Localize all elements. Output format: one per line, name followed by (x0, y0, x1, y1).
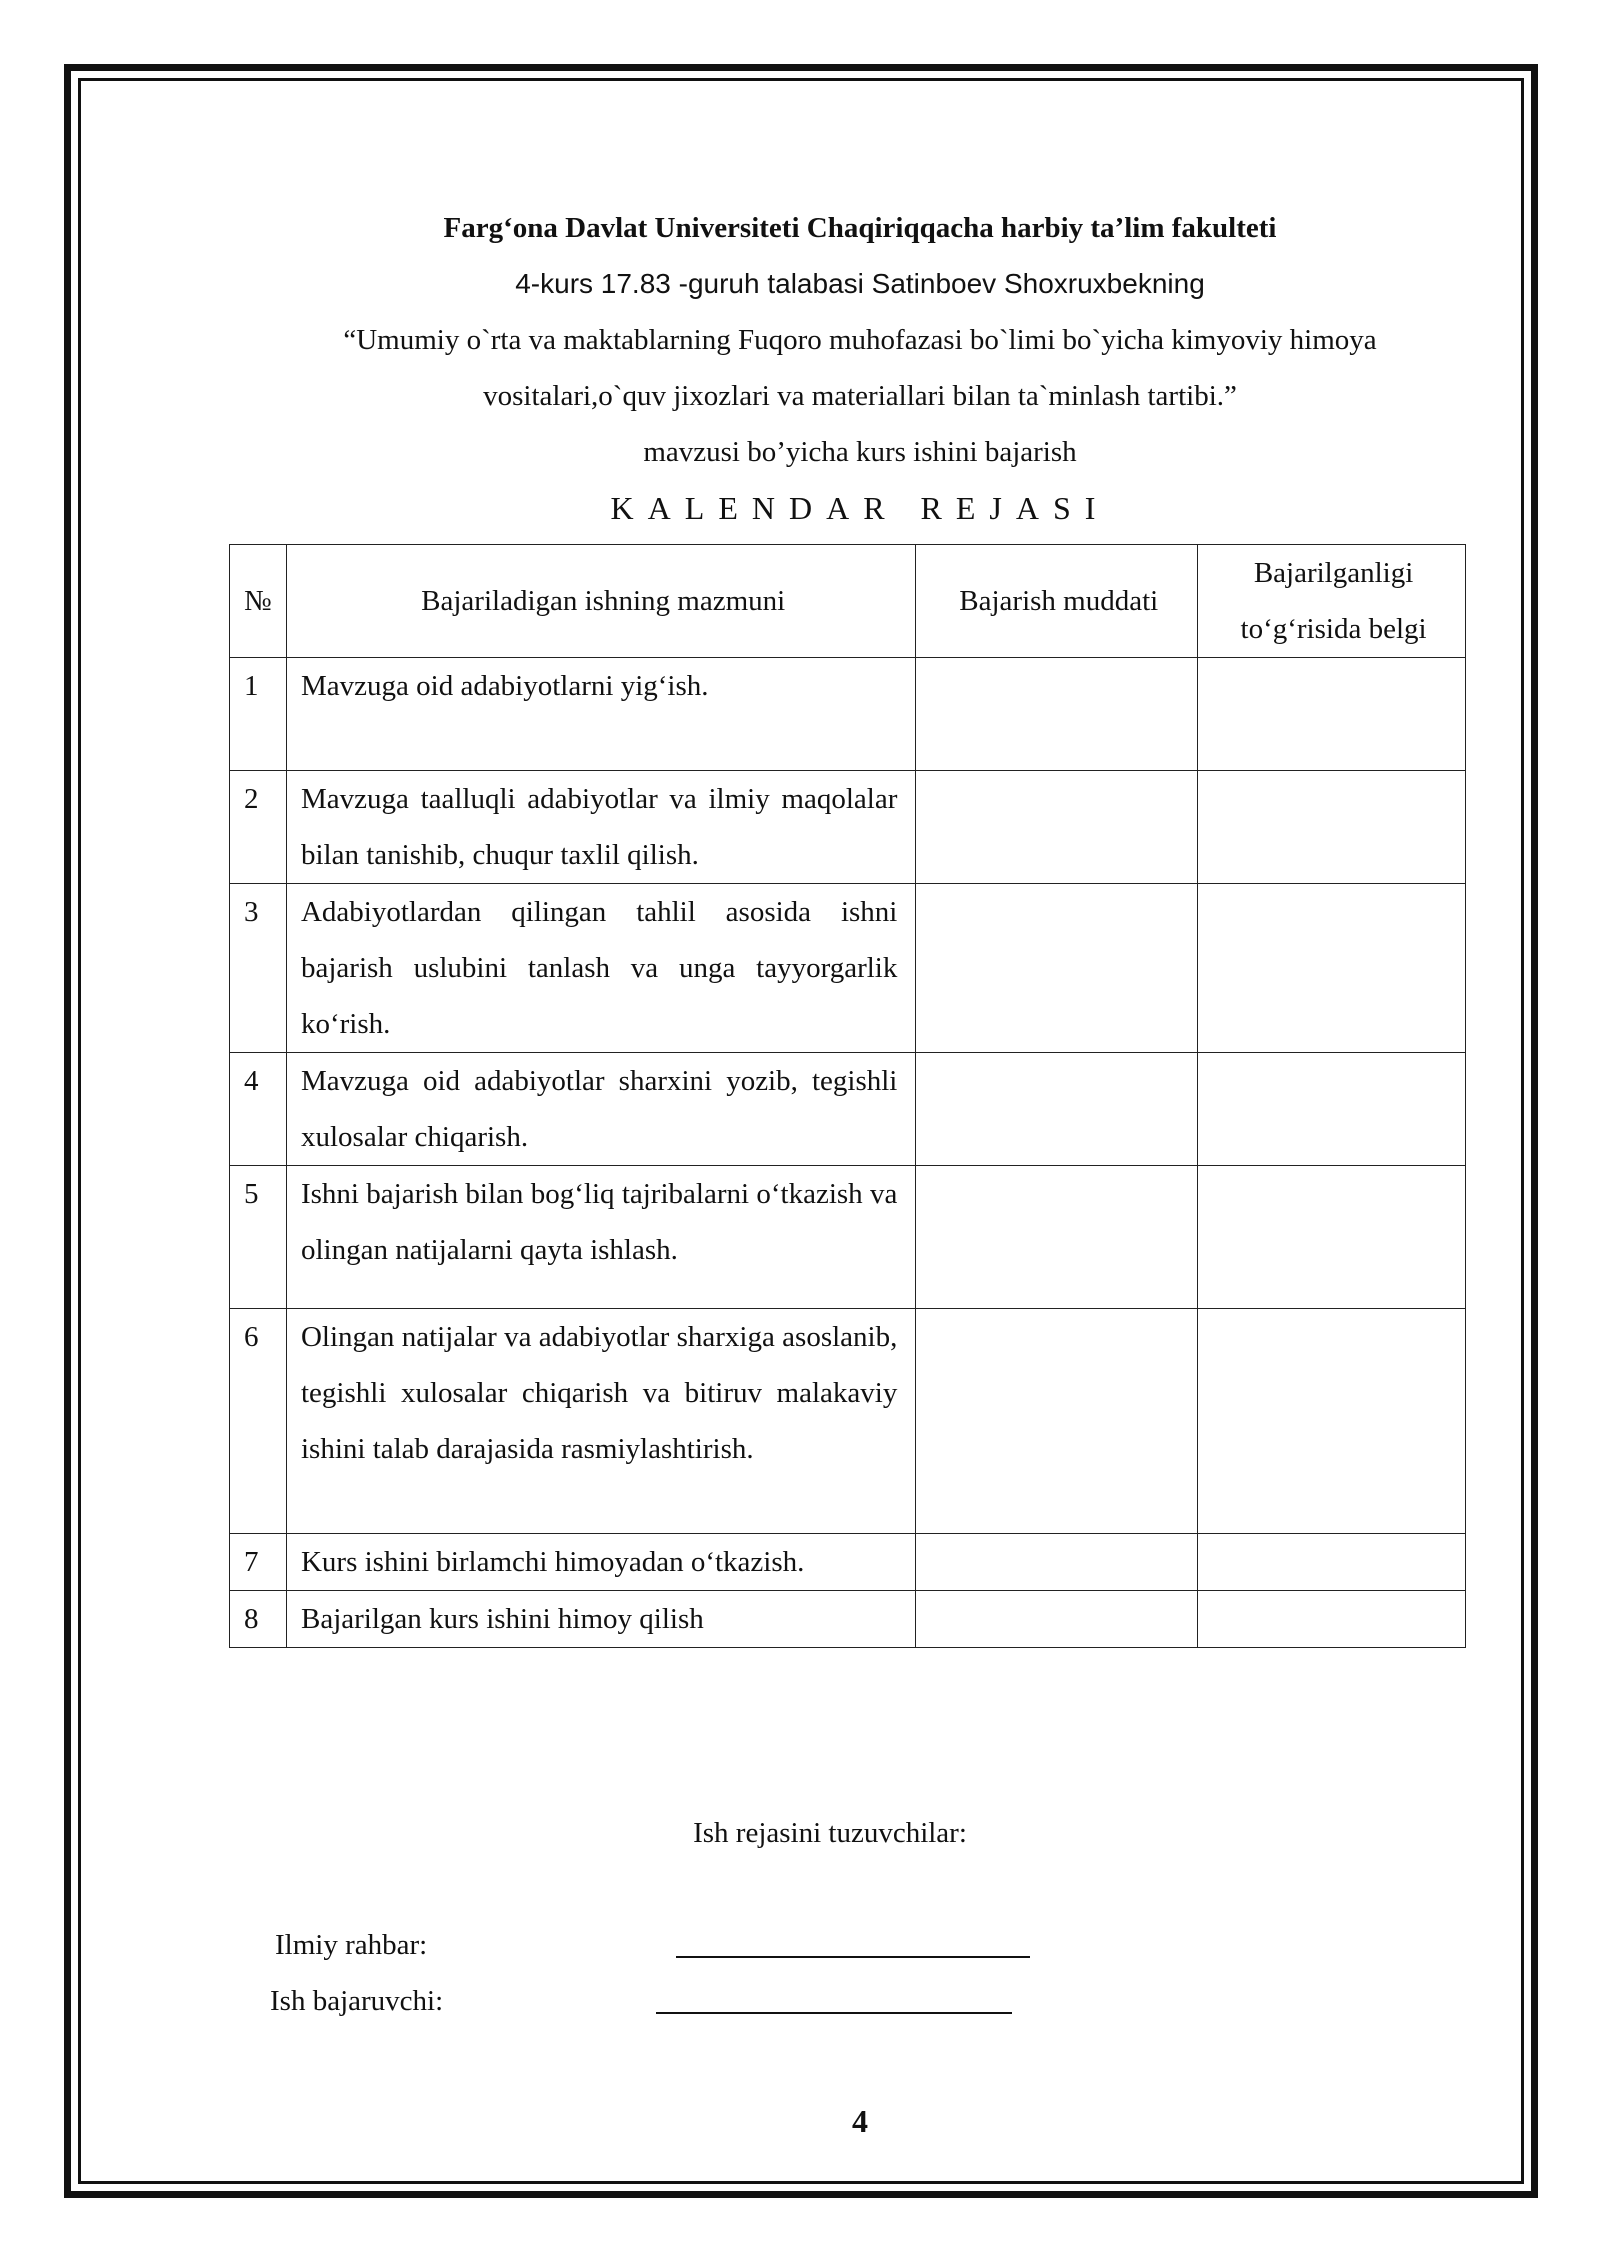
row-num: 4 (230, 1053, 287, 1166)
row-content: Bajarilgan kurs ishini himoy qilish (286, 1591, 915, 1648)
signatures-title: Ish rejasini tuzuvchilar: (693, 1817, 967, 1849)
row-mark (1198, 884, 1466, 1053)
row-content: Mavzuga oid adabiyotlar sharxini yozib, tegishli xulosalar chiqarish. (286, 1053, 915, 1166)
table-row (230, 1591, 1466, 1648)
table-row (230, 1166, 1466, 1309)
row-num: 5 (230, 1166, 287, 1309)
row-deadline (916, 1166, 1198, 1309)
row-mark (1198, 1591, 1466, 1648)
row-content: Mavzuga oid adabiyotlarni yig‘ish. (286, 658, 915, 771)
header-mark-line2: to‘g‘risida belgi (1240, 613, 1427, 645)
topic-line-2: vositalari,o`quv jixozlari va materiallari bilan ta`minlash tartibi.” (483, 380, 1237, 412)
row-num: 6 (230, 1309, 287, 1534)
row-deadline (916, 1591, 1198, 1648)
header-mark (1198, 545, 1466, 658)
row-num: 2 (230, 771, 287, 884)
header-mark-line1: Bajarilganligi (1253, 557, 1414, 589)
table-row (230, 1309, 1466, 1534)
calendar-plan-table (229, 544, 1466, 1648)
row-mark (1198, 1053, 1466, 1166)
row-deadline (916, 884, 1198, 1053)
row-mark (1198, 658, 1466, 771)
supervisor-label: Ilmiy rahbar: (275, 1929, 428, 1961)
row-content: Mavzuga taalluqli adabiyotlar va ilmiy maqolalar bilan tanishib, chuqur taxlil qilish. (286, 771, 915, 884)
row-content: Kurs ishini birlamchi himoyadan o‘tkazish. (286, 1534, 915, 1591)
row-deadline (916, 1534, 1198, 1591)
header-num: № (230, 545, 287, 658)
row-num: 3 (230, 884, 287, 1053)
row-content: Ishni bajarish bilan bog‘liq tajribalarni o‘tkazish va olingan natijalarni qayta ishlash. (286, 1166, 915, 1309)
row-num: 7 (230, 1534, 287, 1591)
row-num: 8 (230, 1591, 287, 1648)
table-row (230, 1053, 1466, 1166)
row-deadline (916, 658, 1198, 771)
topic-line-1: “Umumiy o`rta va maktablarning Fuqoro muhofazasi bo`limi bo`yicha kimyoviy himoya (343, 324, 1377, 356)
executor-signature-line (656, 2012, 1012, 2014)
page-number: 4 (852, 2103, 868, 2139)
table-row (230, 884, 1466, 1053)
table-row (230, 658, 1466, 771)
row-deadline (916, 1309, 1198, 1534)
row-deadline (916, 771, 1198, 884)
institution-title: Farg‘ona Davlat Universiteti Chaqiriqqacha harbiy ta’lim fakulteti (443, 212, 1277, 244)
header-content: Bajariladigan ishning mazmuni (286, 545, 915, 658)
row-content: Olingan natijalar va adabiyotlar sharxiga asoslanib, tegishli xulosalar chiqarish va bitiruv malakaviy ishini talab darajasida rasmiylashtirish. (286, 1309, 915, 1534)
row-mark (1198, 1534, 1466, 1591)
table-row (230, 1534, 1466, 1591)
row-content: Adabiyotlardan qilingan tahlil asosida ishni bajarish uslubini tanlash va unga tayyorgarlik ko‘rish. (286, 884, 915, 1053)
row-mark (1198, 1309, 1466, 1534)
row-mark (1198, 771, 1466, 884)
student-line: 4-kurs 17.83 -guruh talabasi Satinboev Shoxruxbekning (515, 268, 1205, 299)
header-deadline: Bajarish muddati (916, 545, 1198, 658)
calendar-plan-heading: KALENDAR REJASI (610, 490, 1110, 526)
table-row (230, 771, 1466, 884)
row-deadline (916, 1053, 1198, 1166)
row-mark (1198, 1166, 1466, 1309)
executor-label: Ish bajaruvchi: (270, 1985, 444, 2017)
topic-line-3: mavzusi bo’yicha kurs ishini bajarish (643, 436, 1077, 468)
row-num: 1 (230, 658, 287, 771)
supervisor-signature-line (676, 1956, 1030, 1958)
table-header-row (230, 545, 1466, 658)
